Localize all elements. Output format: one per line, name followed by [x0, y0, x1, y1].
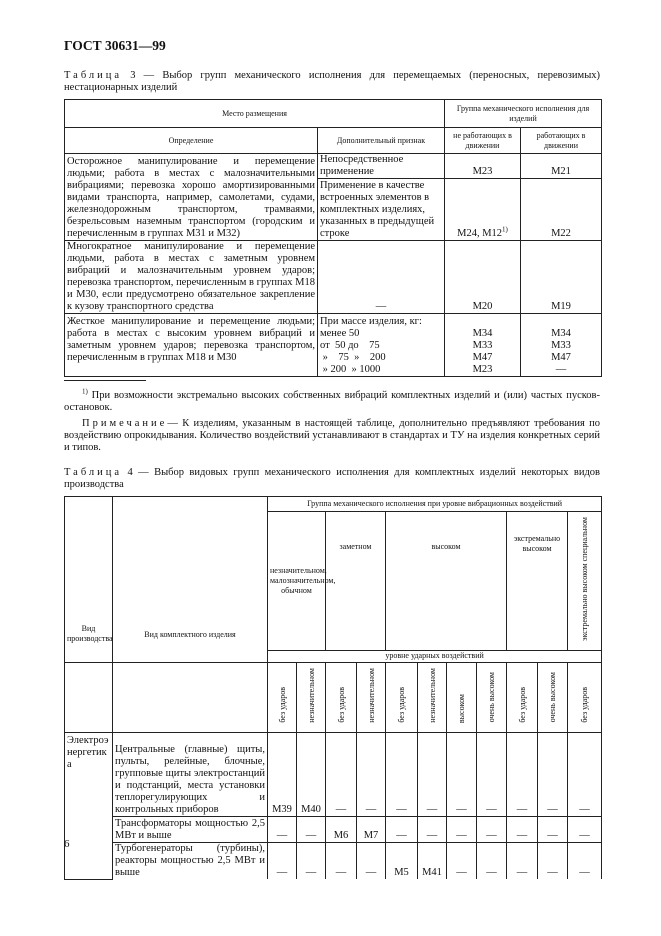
shock-9: очень высоком — [538, 662, 568, 732]
shock-8: без ударов — [507, 662, 538, 732]
table3 — [64, 99, 602, 377]
row1-a1: М23 — [445, 154, 521, 179]
col-moving: работающих в движении — [521, 128, 602, 154]
table-row: Турбогенераторы (турбины), реакторы мощностью 2,5 МВт и выше — — — — М5 М41 — — — — — — [65, 842, 602, 879]
col-item: Вид комплектного изделия — [113, 497, 268, 663]
shock-3: незначительном — [357, 662, 386, 732]
row3-mass: При массе изделия, кг: менее 50 от 50 до 75 » 75 » 200 » 200 » 1000 — [318, 314, 445, 377]
table3-caption — [64, 70, 600, 94]
col-notmoving: не работающих в движении — [445, 128, 521, 154]
document-code: ГОСТ 30631—99 — [64, 38, 166, 53]
shock-10: без ударов — [568, 662, 602, 732]
table-row: Электроэнергетика Центральные (главные) щиты, пульты, релейные, блочные, групповые щиты электростанций и подстанций, места установки теплорегулирующих и контрольных приборов М39 М40 — — — — — — — — — — [65, 732, 602, 816]
shock-head: уровне ударных воздействий — [268, 650, 602, 662]
row2-extra: — — [318, 241, 445, 314]
shock-5: незначительном — [418, 662, 447, 732]
item-0: Центральные (главные) щиты, пульты, релейные, блочные, групповые щиты электростанций и подстанций, места установки теплорегулирующих и контрольных приборов — [113, 732, 268, 816]
row1-a2: М24, М12$^{1)}$ — [445, 179, 521, 241]
page-number: 6 — [64, 838, 70, 850]
row1-b2: М22 — [521, 179, 602, 241]
col-group: Группа механического исполнения для изделий — [445, 100, 602, 128]
shock-6: высоком — [447, 662, 477, 732]
col-kind: Вид производства — [65, 497, 113, 663]
row1-def: Осторожное манипулирование и перемещение людьми; работа в местах с малозначительными вибрациями; перевозка хорошо амортизированными видами транспорта, например, самолетами, судами, железнодорожным транспортом, трамваями, безрельсовым наземным транспортом (городским и перечисленным в группах М31 и М32) — [65, 154, 318, 241]
vib-low: незначительном, малозначительном, обычном — [268, 512, 326, 651]
shock-2: без ударов — [326, 662, 357, 732]
vib-extreme-special: экстремально высоком специальном — [568, 512, 602, 651]
item-2: Турбогенераторы (турбины), реакторы мощностью 2,5 МВт и выше — [113, 842, 268, 879]
col-group: Группа механического исполнения при уровне вибрационных воздействий — [268, 497, 602, 512]
row1-b1: М21 — [521, 154, 602, 179]
row2-b: М19 — [521, 241, 602, 314]
col-def: Определение — [65, 128, 318, 154]
vib-extreme: экстремально высоком — [507, 512, 568, 651]
kind-cell: Электроэнергетика — [65, 732, 113, 879]
vib-high: высоком — [386, 512, 507, 651]
row2-def: Многократное манипулирование и перемещение людьми, работа в местах с заметным уровнем вибраций и малозначительным уровнем ударов; перевозка транспортом, перечисленным в группах М18 и М30, если предусмотрено обязательное закрепление к кузову транспортного средства — [65, 241, 318, 314]
shock-7: очень высоком — [477, 662, 507, 732]
row3-def: Жесткое манипулирование и перемещение людьми; работа в местах с высоким уровнем вибраций и заметным уровнем ударов; перевозка транспортом, перечисленным в группах М18 и М30 — [65, 314, 318, 377]
shock-row — [65, 662, 602, 732]
footnote-rule — [64, 380, 146, 381]
table-row: Трансформаторы мощностью 2,5 МВт и выше — — М6 М7 — — — — — — — — [65, 816, 602, 842]
caption-word: Таблица — [64, 70, 123, 81]
caption-text: 4 — Выбор видовых групп механического исполнения для комплектных изделий некоторых видов производства — [64, 467, 601, 490]
table3-note: Примечание— К изделиям, указанным в настоящей таблице, дополнительно предъявляют требования по воздействию опрокидывания. Количество воздействий устанавливают в стандартах и ТУ на изделия конкретных серий и типов. — [64, 418, 600, 453]
shock-0: без ударов — [268, 662, 297, 732]
item-1: Трансформаторы мощностью 2,5 МВт и выше — [113, 816, 268, 842]
col-extra: Дополнительный признак — [318, 128, 445, 154]
vib-noticeable: заметном — [326, 512, 386, 651]
table4-caption — [64, 467, 600, 491]
table4 — [64, 496, 602, 880]
caption-text: 3 — Выбор групп механического исполнения для перемещаемых (переносных, перевозимых) нестационарных изделий — [64, 70, 600, 93]
row3-a: М34 М33 М47 М23 — [445, 314, 521, 377]
row1-extra1: Непосредственное применение — [318, 154, 445, 179]
row1-extra2: Применение в качестве встроенных элементов в комплектных изделиях, указанных в предыдущей строке — [318, 179, 445, 241]
row2-a: М20 — [445, 241, 521, 314]
row3-b: М34 М33 М47 — — [521, 314, 602, 377]
col-place: Место размещения — [65, 100, 445, 128]
shock-4: без ударов — [386, 662, 418, 732]
footnote: $^{1)}$ При возможности экстремально высоких собственных вибраций комплектных изделий и (или) частых пусков-остановок. — [64, 387, 600, 413]
shock-1: незначительном — [297, 662, 326, 732]
caption-word: Таблица — [64, 467, 123, 478]
